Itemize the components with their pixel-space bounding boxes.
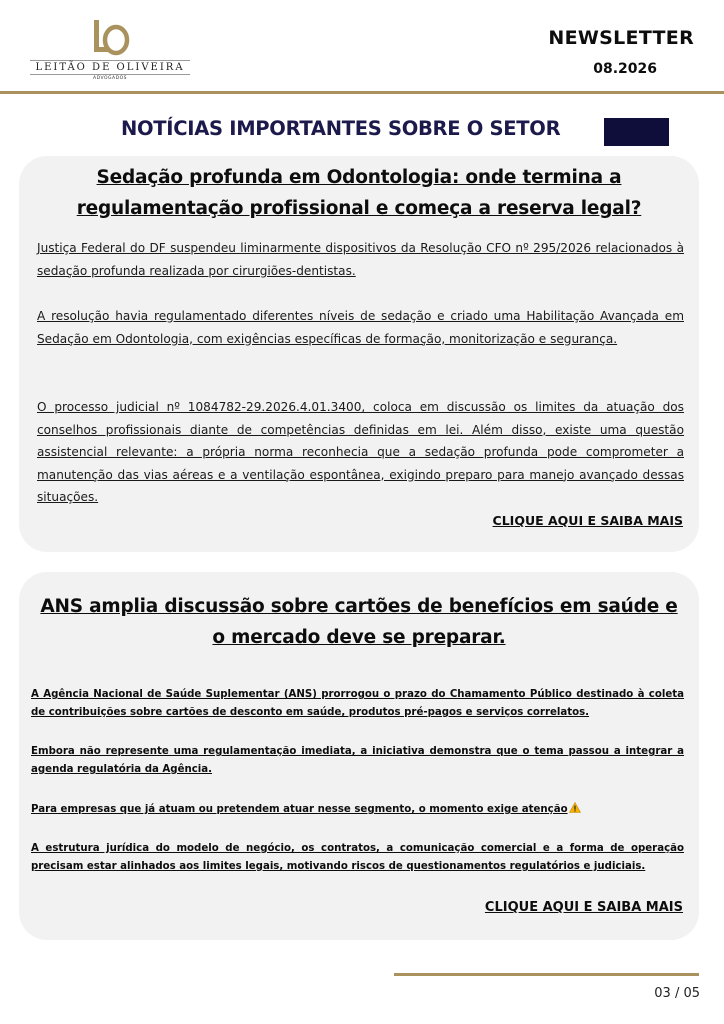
lo-monogram-icon bbox=[80, 18, 140, 58]
article-paragraph-4: A estrutura jurídica do modelo de negócio, os contratos, a comunicação comercial e a forma de operação precisam estar alinhados aos limites legais, motivando riscos de questionamentos regulatórios e judiciais. bbox=[31, 843, 684, 872]
article-title-line-1: ANS amplia discussão sobre cartões de benefícios em saúde e bbox=[40, 596, 678, 617]
article-title bbox=[55, 162, 663, 224]
read-more-link[interactable]: CLIQUE AQUI E SAIBA MAIS bbox=[484, 900, 683, 915]
article-paragraph-2: A resolução havia regulamentado diferentes níveis de sedação e criado uma Habilitação Avançada em Sedação em Odontologia, com exigências específicas de formação, monitorização e segurança. bbox=[37, 309, 684, 346]
newsletter-issue: 08.2026 bbox=[593, 61, 657, 77]
article-paragraph-3 bbox=[31, 801, 684, 819]
article-title-line-2: regulamentação profissional e começa a reserva legal? bbox=[76, 198, 642, 219]
article-title-line-1: Sedação profunda em Odontologia: onde termina a bbox=[96, 167, 622, 188]
page-number: 03 / 05 bbox=[654, 986, 700, 1001]
read-more-link[interactable]: CLIQUE AQUI E SAIBA MAIS bbox=[492, 513, 683, 528]
section-accent-block bbox=[604, 118, 669, 146]
article-title-line-2: o mercado deve se preparar. bbox=[212, 627, 506, 648]
article-card-ans bbox=[19, 572, 699, 940]
article-paragraph-1: A Agência Nacional de Saúde Suplementar (ANS) prorrogou o prazo do Chamamento Público destinado à coleta de contribuições sobre cartões de desconto em saúde, produtos pré-pagos e serviços correlatos. bbox=[31, 689, 684, 718]
brand-name: LEITÃO DE OLIVEIRA bbox=[30, 60, 190, 75]
article-paragraph-3: O processo judicial nº 1084782-29.2026.4.01.3400, coloca em discussão os limites da atuação dos conselhos profissionais diante de competências definidas em lei. Além disso, existe uma questão assistencial relevante: a própria norma reconhecia que a sedação profunda pode comprometer a manutenção das vias aéreas e a ventilação espontânea, exigindo preparo para manejo avançado dessas situações. bbox=[37, 400, 684, 504]
article-paragraph-2: Embora não represente uma regulamentação imediata, a iniciativa demonstra que o tema passou a integrar a agenda regulatória da Agência. bbox=[31, 746, 684, 775]
brand-subtitle: ADVOGADOS bbox=[93, 76, 127, 81]
header-divider bbox=[0, 91, 724, 94]
article-paragraph-3-text: Para empresas que já atuam ou pretendem atuar nesse segmento, o momento exige atenção bbox=[31, 804, 568, 815]
brand-logo bbox=[30, 18, 190, 90]
newsletter-label: NEWSLETTER bbox=[548, 27, 694, 49]
footer-divider bbox=[394, 973, 699, 976]
section-title: NOTÍCIAS IMPORTANTES SOBRE O SETOR bbox=[121, 117, 561, 140]
article-title bbox=[27, 591, 691, 653]
article-card-sedacao bbox=[19, 156, 699, 552]
article-paragraph-1: Justiça Federal do DF suspendeu liminarmente dispositivos da Resolução CFO nº 295/2026 relacionados à sedação profunda realizada por cirurgiões-dentistas. bbox=[37, 241, 684, 278]
warning-icon bbox=[569, 802, 581, 813]
